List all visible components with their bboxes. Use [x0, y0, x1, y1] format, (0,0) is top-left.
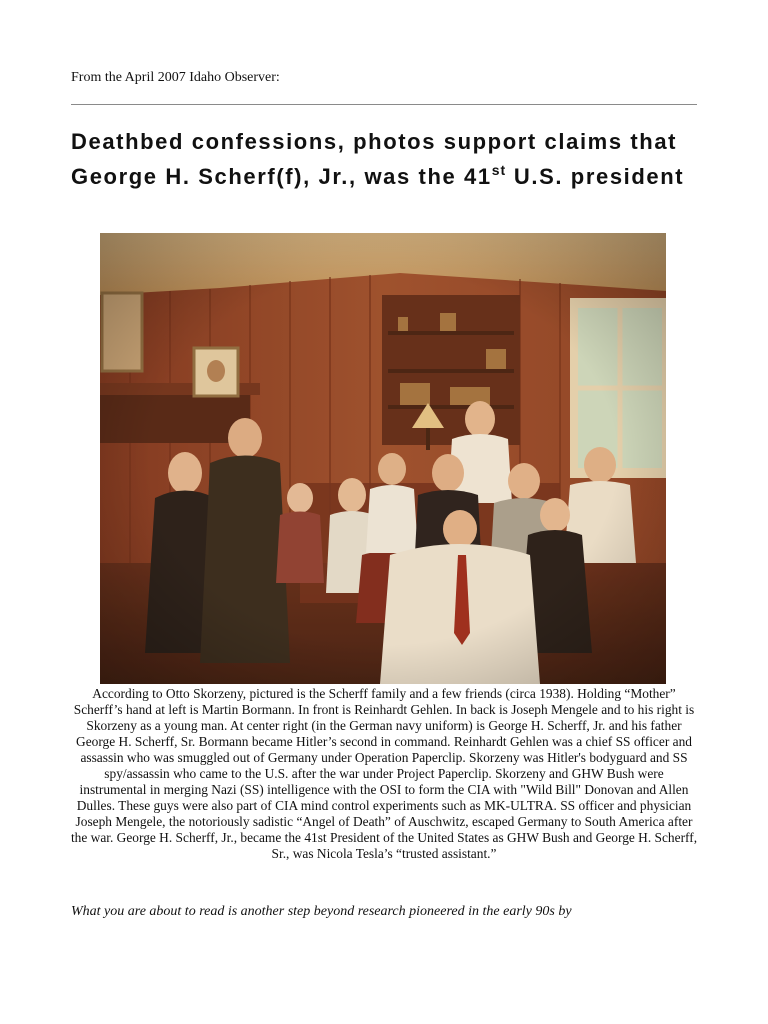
- headline-text-end: U.S. president: [506, 164, 685, 189]
- family-photo: [100, 233, 666, 684]
- headline-superscript: st: [491, 162, 507, 178]
- headline-text: Deathbed confessions, photos support claims that George H. Scherf(f), Jr., was the 41: [71, 129, 678, 189]
- lead-in-paragraph: What you are about to read is another step beyond research pioneered in the early 90s by: [71, 904, 572, 919]
- photo-caption: According to Otto Skorzeny, pictured is the Scherff family and a few friends (circa 1938). Holding “Mother” Scherff’s hand at left is Martin Bormann. In front is Reinhardt Gehlen. In back is Joseph Mengele and to his right is Skorzeny as a young man. At center right (in the German navy uniform) is George H. Scherff, Jr. and his father George H. Scherff, Sr. Bormann became Hitler’s second in command. Reinhardt Gehlen was a chief SS officer and assassin who was smuggled out of Germany under Operation Paperclip. Skorzeny was Hitler's bodyguard and SS spy/assassin who came to the U.S. after the war under Project Paperclip. Skorzeny and GHW Bush were instrumental in merging Nazi (SS) intelligence with the OSI to form the CIA with "Wild Bill" Donovan and Allen Dulles. These guys were also part of CIA mind control experiments such as MK-ULTRA. SS officer and physician Joseph Mengele, the notoriously sadistic “Angel of Death” of Auschwitz, escaped Germany to South America after the war. George H. Scherff, Jr., became the 41st President of the United States as GHW Bush and George H. Scherff, Sr., was Nicola Tesla’s “trusted assistant.”: [70, 686, 698, 862]
- headline: [71, 124, 711, 194]
- source-line: From the April 2007 Idaho Observer:: [71, 70, 280, 85]
- horizontal-rule: [71, 104, 697, 105]
